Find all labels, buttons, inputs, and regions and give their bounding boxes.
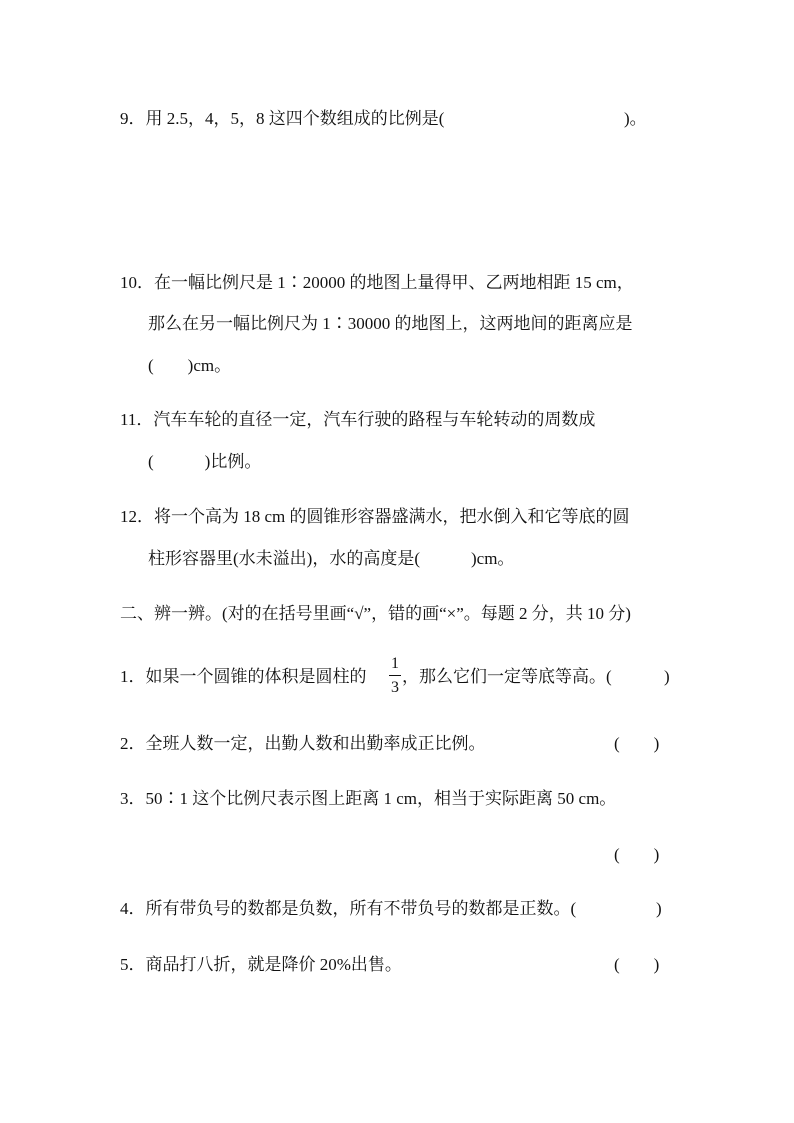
s2-q4-close: ) xyxy=(656,899,662,918)
s2-q4-text: 4．所有带负号的数都是负数，所有不带负号的数都是正数。( xyxy=(120,899,577,918)
q10-line2: 那么在另一幅比例尺为 1∶30000 的地图上，这两地间的距离应是 xyxy=(148,314,633,333)
s2-q2-text: 2．全班人数一定，出勤人数和出勤率成正比例。 xyxy=(120,734,486,753)
s2-q1-after: ，那么它们一定等底等高。( xyxy=(402,667,612,686)
q11-line1: 11．汽车车轮的直径一定，汽车行驶的路程与车轮转动的周数成 xyxy=(120,410,596,429)
s2-q1-before: 1．如果一个圆锥的体积是圆柱的 xyxy=(120,667,367,686)
q11-line2: ( )比例。 xyxy=(148,452,262,471)
s2-q3-answer-paren: ( ) xyxy=(614,845,660,864)
q9-close: )。 xyxy=(624,109,647,128)
s2-q1-fraction-denominator: 3 xyxy=(391,679,399,696)
s2-q3-text: 3．50∶1 这个比例尺表示图上距离 1 cm，相当于实际距离 50 cm。 xyxy=(120,789,617,808)
s2-q5-text: 5．商品打八折，就是降价 20%出售。 xyxy=(120,955,402,974)
q12-line1: 12．将一个高为 18 cm 的圆锥形容器盛满水，把水倒入和它等底的圆 xyxy=(120,507,630,526)
section2-heading: 二、辨一辨。(对的在括号里画“√”，错的画“×”。每题 2 分，共 10 分) xyxy=(120,604,631,623)
s2-q1-fraction-numerator: 1 xyxy=(391,655,399,672)
q9-text xyxy=(120,108,444,130)
s2-q1-fraction-bar xyxy=(389,675,401,676)
s2-q1-close: ) xyxy=(664,667,670,686)
q9-stem: 9．用 2.5，4，5，8 这四个数组成的比例是( xyxy=(120,109,445,128)
q10-line1: 10．在一幅比例尺是 1∶20000 的地图上量得甲、乙两地相距 15 cm， xyxy=(120,273,634,292)
q12-line2: 柱形容器里(水未溢出)，水的高度是( )cm。 xyxy=(148,549,515,568)
q10-line3: ( )cm。 xyxy=(148,356,232,375)
s2-q2-answer-paren: ( ) xyxy=(614,734,660,753)
s2-q5-answer-paren: ( ) xyxy=(614,955,660,974)
